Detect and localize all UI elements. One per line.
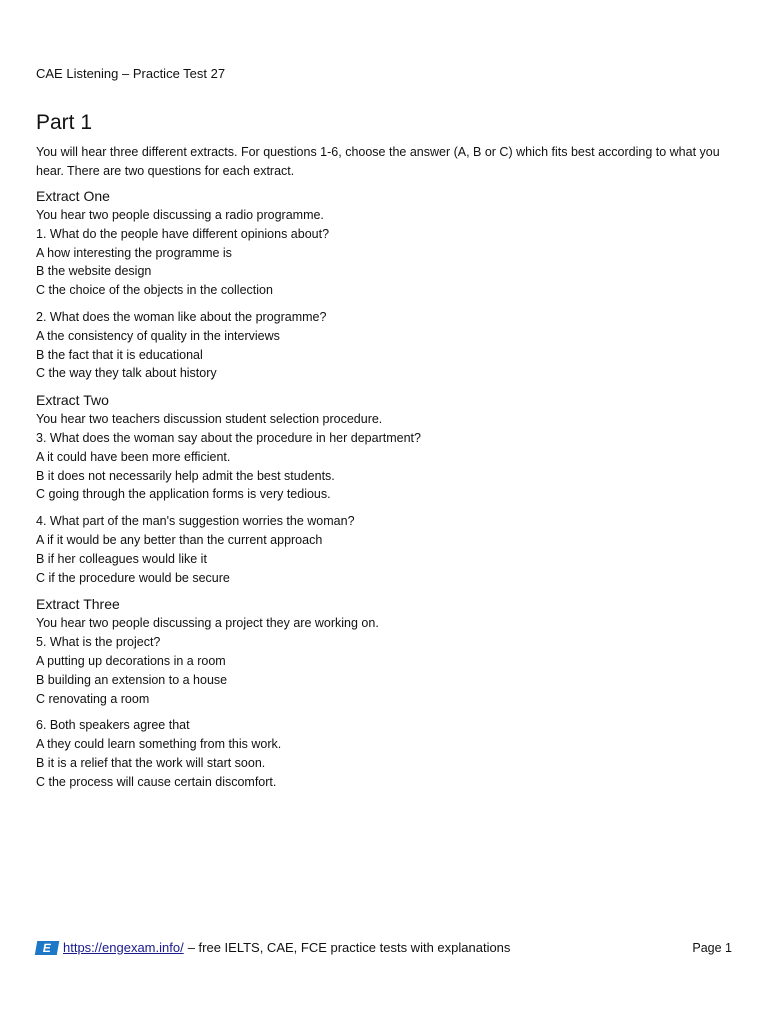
page-footer	[36, 940, 732, 955]
question-text: 4. What part of the man's suggestion worries the woman?	[36, 514, 355, 529]
extract-intro: You hear two people discussing a radio programme.	[36, 208, 324, 222]
question-text: 3. What does the woman say about the procedure in her department?	[36, 430, 421, 445]
extract-two	[36, 391, 736, 587]
question-1	[36, 225, 736, 300]
footer-tagline: – free IELTS, CAE, FCE practice tests with explanations	[187, 940, 511, 955]
instructions-text: You will hear three different extracts. For questions 1-6, choose the answer (A, B or C) which fits best according to what you hear. There are two questions for each extract.	[36, 145, 720, 178]
extract-three	[36, 595, 736, 791]
extract-intro: You hear two people discussing a project they are working on.	[36, 616, 379, 631]
extracts-container	[36, 187, 736, 792]
option-a: A they could learn something from this work.	[36, 737, 282, 752]
option-a: A the consistency of quality in the interviews	[36, 328, 280, 343]
question-text: 6. Both speakers agree that	[36, 718, 190, 733]
option-c: C the choice of the objects in the collection	[36, 283, 273, 298]
extract-one	[36, 187, 736, 383]
question-2	[36, 308, 736, 383]
option-b: B it does not necessarily help admit the best students.	[36, 468, 335, 483]
engexam-logo-icon[interactable]: E	[35, 941, 59, 955]
option-b: B the website design	[36, 264, 152, 279]
question-5	[36, 633, 736, 708]
extract-title: Extract Two	[36, 392, 109, 409]
question-text: 2. What does the woman like about the programme?	[36, 309, 327, 324]
option-a: A how interesting the programme is	[36, 245, 232, 260]
part-title: Part 1	[36, 111, 93, 134]
question-3	[36, 429, 736, 504]
question-text: 1. What do the people have different opinions about?	[36, 226, 330, 241]
question-text: 5. What is the project?	[36, 635, 161, 650]
option-b: B the fact that it is educational	[36, 347, 203, 362]
engexam-link[interactable]: https://engexam.info/	[63, 940, 184, 955]
extract-intro: You hear two teachers discussion student selection procedure.	[36, 412, 383, 427]
option-c: C if the procedure would be secure	[36, 570, 230, 585]
option-a: A putting up decorations in a room	[36, 653, 226, 668]
document-header: CAE Listening – Practice Test 27	[36, 66, 226, 81]
question-4	[36, 512, 736, 587]
option-c: C going through the application forms is very tedious.	[36, 487, 331, 502]
option-b: B if her colleagues would like it	[36, 551, 207, 566]
option-a: A if it would be any better than the current approach	[36, 532, 323, 547]
option-b: B it is a relief that the work will start soon.	[36, 755, 266, 770]
question-6	[36, 716, 736, 791]
option-c: C renovating a room	[36, 691, 150, 706]
option-b: B building an extension to a house	[36, 672, 228, 687]
option-c: C the process will cause certain discomfort.	[36, 774, 277, 789]
extract-title: Extract One	[36, 188, 110, 204]
option-a: A it could have been more efficient.	[36, 449, 231, 464]
extract-title: Extract Three	[36, 596, 120, 613]
page-number: Page 1	[692, 940, 732, 955]
option-c: C the way they talk about history	[36, 366, 217, 381]
